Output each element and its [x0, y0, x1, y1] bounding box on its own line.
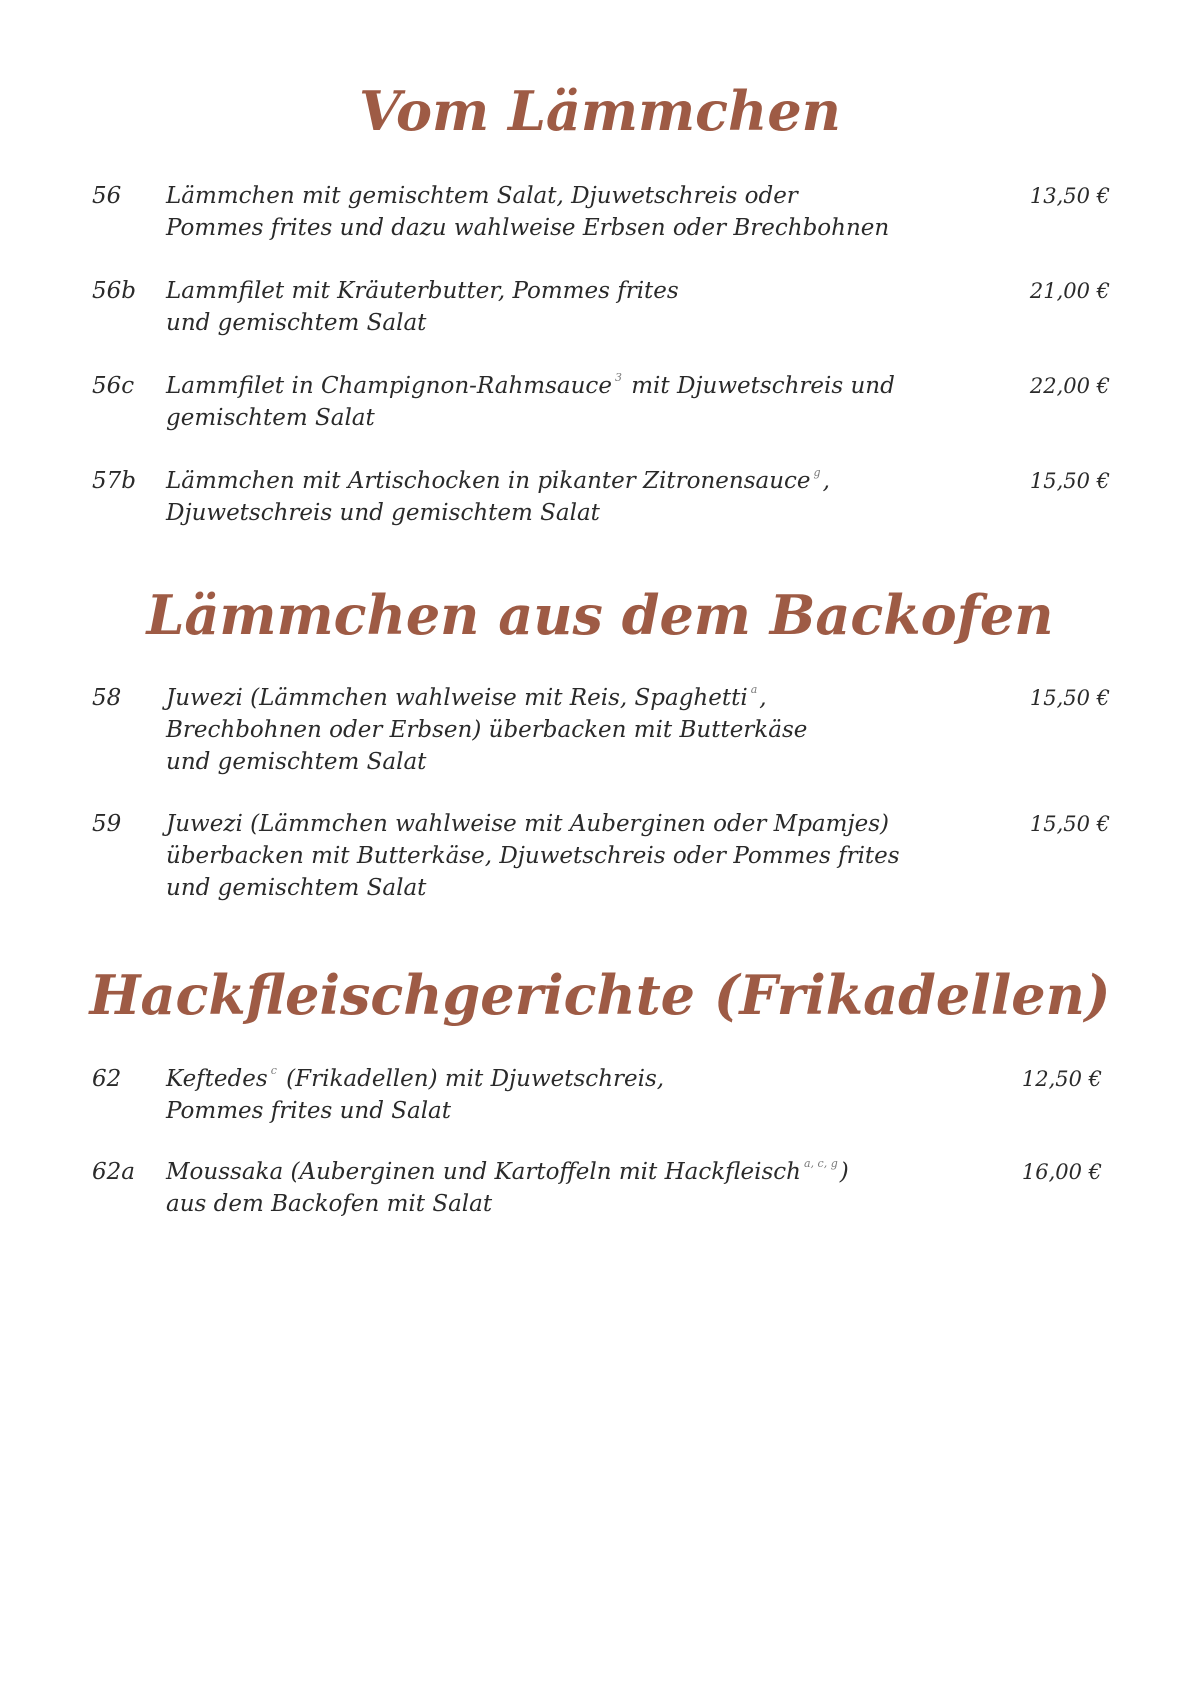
description-line: Djuwetschreis und gemischtem Salat	[166, 500, 600, 526]
description-line: Juwezi (Lämmchen wahlweise mit Auberginen oder Mpamjes)	[166, 811, 889, 837]
description-text: Moussaka (Auberginen und Kartoffeln mit Hackfleisch	[166, 1159, 801, 1185]
item-description	[166, 1063, 966, 1127]
item-number: 59	[92, 811, 122, 837]
item-price: 13,50 €	[1029, 184, 1110, 208]
item-number: 58	[92, 685, 122, 711]
item-description	[166, 808, 966, 904]
description-line	[166, 682, 966, 714]
description-text: Juwezi (Lämmchen wahlweise mit Reis, Spaghetti	[166, 685, 748, 711]
description-line: Pommes frites und dazu wahlweise Erbsen oder Brechbohnen	[166, 215, 890, 241]
description-line	[166, 465, 966, 497]
description-line	[166, 1156, 966, 1188]
item-number: 56b	[92, 278, 136, 304]
description-text: mit Djuwetschreis und	[631, 373, 895, 399]
item-number: 57b	[92, 468, 136, 494]
allergen-marker: 3	[614, 371, 622, 384]
description-line: und gemischtem Salat	[166, 875, 427, 901]
description-line: und gemischtem Salat	[166, 310, 427, 336]
description-line: Lammfilet mit Kräuterbutter, Pommes frites	[166, 278, 679, 304]
item-description	[166, 180, 966, 244]
item-price: 12,50 €	[1021, 1067, 1102, 1091]
description-text: Lammfilet in Champignon-Rahmsauce	[166, 373, 612, 399]
description-line: überbacken mit Butterkäse, Djuwetschreis oder Pommes frites	[166, 843, 900, 869]
allergen-marker: a	[750, 683, 758, 696]
item-number: 62a	[92, 1159, 135, 1185]
section-title-hackfleischgerichte: Hackfleischgerichte (Frikadellen)	[89, 963, 1111, 1027]
description-text: Lämmchen mit Artischocken in pikanter Zitronensauce	[166, 468, 811, 494]
section-title-laemmchen-aus-dem-backofen: Lämmchen aus dem Backofen	[146, 583, 1054, 647]
item-number: 56	[92, 183, 122, 209]
description-line	[166, 1063, 966, 1095]
item-description	[166, 682, 966, 778]
description-line: Lämmchen mit gemischtem Salat, Djuwetschreis oder	[166, 183, 798, 209]
description-line	[166, 370, 966, 402]
item-number: 56c	[92, 373, 135, 399]
description-text: ,	[822, 468, 830, 494]
item-description	[166, 275, 966, 339]
item-price: 21,00 €	[1029, 279, 1110, 303]
item-description	[166, 1156, 966, 1220]
description-text: ,	[759, 685, 767, 711]
item-number: 62	[92, 1066, 122, 1092]
item-price: 22,00 €	[1029, 374, 1110, 398]
item-price: 15,50 €	[1029, 469, 1110, 493]
description-line: und gemischtem Salat	[166, 749, 427, 775]
description-line: gemischtem Salat	[166, 405, 375, 431]
item-description	[166, 465, 966, 529]
allergen-marker: c	[270, 1064, 277, 1077]
description-text: Keftedes	[166, 1066, 268, 1092]
section-title-vom-laemmchen: Vom Lämmchen	[359, 79, 841, 143]
item-description	[166, 370, 966, 434]
description-line: Brechbohnen oder Erbsen) überbacken mit Butterkäse	[166, 717, 808, 743]
allergen-marker: g	[813, 466, 821, 479]
description-line: aus dem Backofen mit Salat	[166, 1191, 493, 1217]
item-price: 16,00 €	[1021, 1160, 1102, 1184]
description-text: (Frikadellen) mit Djuwetschreis,	[286, 1066, 665, 1092]
item-price: 15,50 €	[1029, 812, 1110, 836]
allergen-marker: a, c, g	[803, 1157, 838, 1170]
description-line: Pommes frites und Salat	[166, 1098, 452, 1124]
item-price: 15,50 €	[1029, 686, 1110, 710]
description-text: )	[839, 1159, 849, 1185]
